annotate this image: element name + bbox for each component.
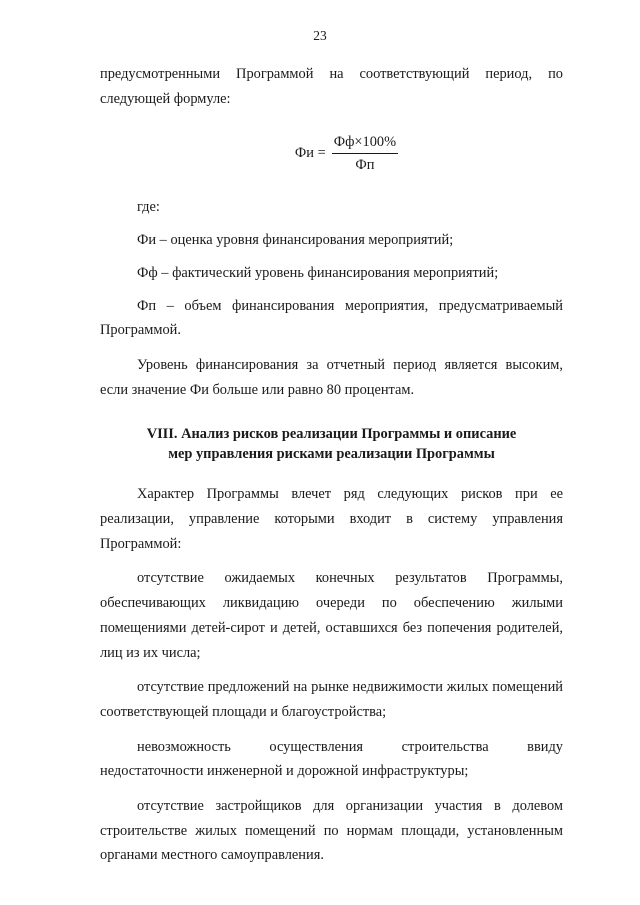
definition-fp: Фп – объем финансирования мероприятия, предусматриваемый Программой.	[100, 297, 563, 339]
definition-ff: Фф – фактический уровень финансирования мероприятий;	[137, 264, 499, 281]
risk-item-2: отсутствие предложений на рынке недвижимости жилых помещений соответствующей площади и благоустройства;	[100, 679, 563, 720]
where-label: где:	[137, 199, 160, 216]
section-heading	[100, 424, 563, 464]
intro-line-2: следующей формуле:	[100, 90, 231, 107]
conclusion-paragraph: Уровень финансирования за отчетный период является высоким, если значение Фи больше или равно 80 процентам.	[100, 356, 563, 398]
fraction-bar	[332, 153, 398, 154]
risks-intro-paragraph: Характер Программы влечет ряд следующих рисков при ее реализации, управление которыми входит в систему управления Программой:	[100, 486, 563, 552]
definition-fi: Фи – оценка уровня финансирования мероприятий;	[137, 232, 454, 249]
page-number: 23	[313, 28, 327, 43]
formula-denominator: Фп	[355, 156, 375, 173]
risk-item-4: отсутствие застройщиков для организации участия в долевом строительстве жилых помещений по нормам площади, установленным органами местного самоуправления.	[100, 798, 563, 864]
section-title-line-2: мер управления рисками реализации Программы	[168, 446, 495, 463]
intro-line-1: предусмотренными Программой на соответствующий период, по	[100, 66, 563, 82]
formula-lhs: Фи =	[294, 145, 326, 162]
formula	[100, 133, 563, 173]
risk-item-3: невозможность осуществления строительства ввиду недостаточности инженерной и дорожной инфраструктуры;	[100, 738, 563, 780]
formula-fraction	[332, 133, 398, 174]
formula-numerator: Фф×100%	[333, 133, 397, 150]
document-body	[100, 62, 563, 868]
risk-item-1: отсутствие ожидаемых конечных результатов Программы, обеспечивающих ликвидацию очереди по обеспечению жилыми помещениями детей-сирот и детей, оставшихся без попечения родителей, лиц из их числа;	[100, 570, 563, 661]
section-title-line-1: VIII. Анализ рисков реализации Программы и описание	[146, 426, 517, 443]
